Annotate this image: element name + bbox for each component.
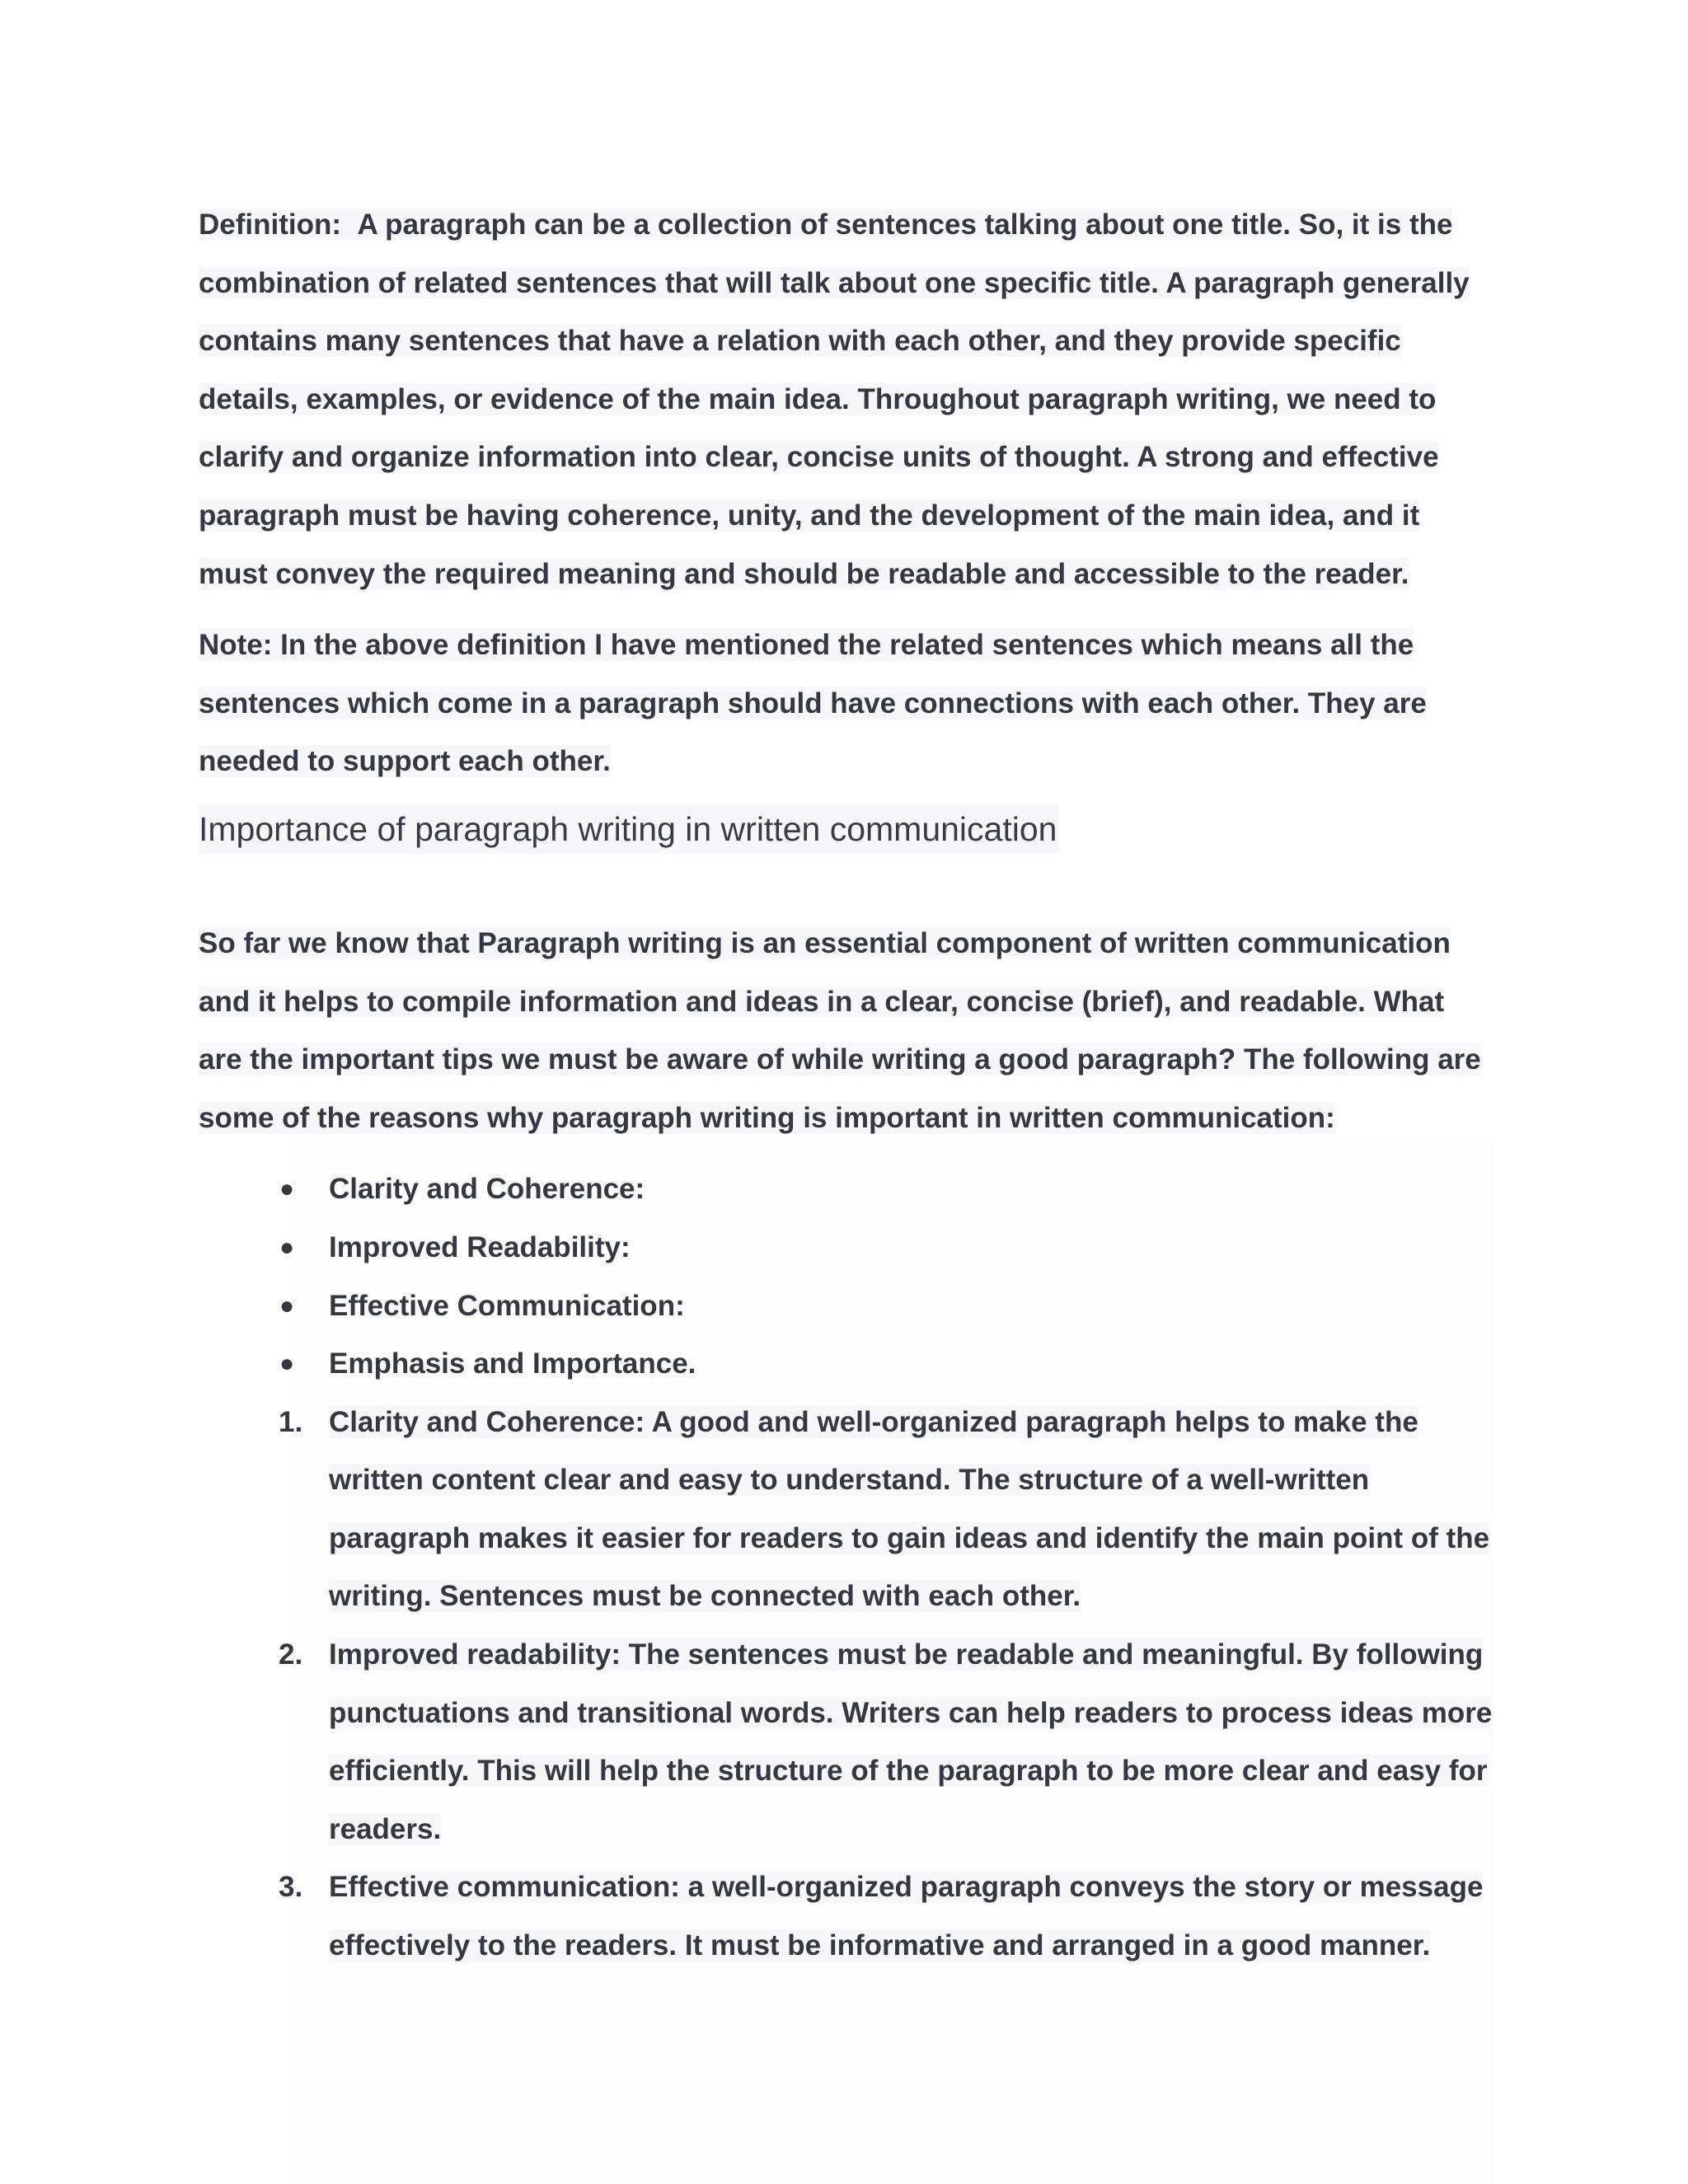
bullet-marker: ● xyxy=(279,1175,295,1203)
list-item xyxy=(199,1277,1493,1336)
intro-paragraph xyxy=(199,915,1493,1147)
bullet-marker: ● xyxy=(279,1350,295,1378)
numbered-list xyxy=(199,1394,1493,1975)
bullet-text: Effective Communication: xyxy=(329,1289,685,1322)
definition-text: A paragraph can be a collection of sentences talking about one title. So, it is the combination of related sentences that will talk about one specific title. A paragraph generally contains many sentences that have a relation with each other, and they provide specific details, examples, or evidence of the main idea. Throughout paragraph writing, we need to clarify and organize information into clear, concise units of thought. A strong and effective paragraph must be having coherence, unity, and the development of the main idea, and it must convey the required meaning and should be readable and accessible to the reader. xyxy=(199,209,1470,590)
number-marker: 3. xyxy=(279,1871,303,1904)
bullet-marker: ● xyxy=(279,1233,295,1261)
bullet-list xyxy=(199,1160,1493,1393)
list-item xyxy=(199,1626,1493,1858)
bullet-text: Emphasis and Importance. xyxy=(329,1347,696,1380)
intro-text: So far we know that Paragraph writing is an essential component of written communication and it helps to compile information and ideas in a clear, concise (brief), and readable. What are the important tips we must be aware of while writing a good paragraph? The following are some of the reasons why paragraph writing is important in written communication: xyxy=(199,926,1481,1134)
list-item xyxy=(199,1858,1493,1975)
list-item xyxy=(199,1160,1493,1219)
list-item xyxy=(199,1219,1493,1277)
numbered-text: Clarity and Coherence: A good and well-organized paragraph helps to make the written content clear and easy to understand. The structure of a well-written paragraph makes it easier for readers to gain ideas and identify the main point of the writing. Sentences must be connected with each other. xyxy=(329,1405,1490,1613)
note-text: Note: In the above definition I have mentioned the related sentences which means all the sentences which come in a paragraph should have connections with each other. They are needed to support each other. xyxy=(199,629,1427,778)
number-marker: 2. xyxy=(279,1638,303,1671)
heading-spacer xyxy=(199,882,1493,915)
note-paragraph xyxy=(199,616,1493,791)
numbered-text: Improved readability: The sentences must be readable and meaningful. By following punctuations and transitional words. Writers can help readers to process ideas more efficiently. This will help the structure of the paragraph to be more clear and easy for readers. xyxy=(329,1638,1493,1845)
definition-label: Definition: xyxy=(199,209,342,241)
bullet-marker: ● xyxy=(279,1291,295,1319)
list-item xyxy=(199,1335,1493,1394)
document-body xyxy=(199,196,1493,1975)
bullet-text: Improved Readability: xyxy=(329,1230,631,1263)
section-heading-wrapper xyxy=(199,791,1493,882)
section-heading: Importance of paragraph writing in written communication xyxy=(199,804,1058,854)
numbered-text: Effective communication: a well-organized paragraph conveys the story or message effectively to the readers. It must be informative and arranged in a good manner. xyxy=(329,1871,1484,1962)
list-item xyxy=(199,1394,1493,1626)
bullet-text: Clarity and Coherence: xyxy=(329,1173,645,1206)
definition-paragraph xyxy=(199,196,1493,603)
number-marker: 1. xyxy=(279,1405,303,1438)
